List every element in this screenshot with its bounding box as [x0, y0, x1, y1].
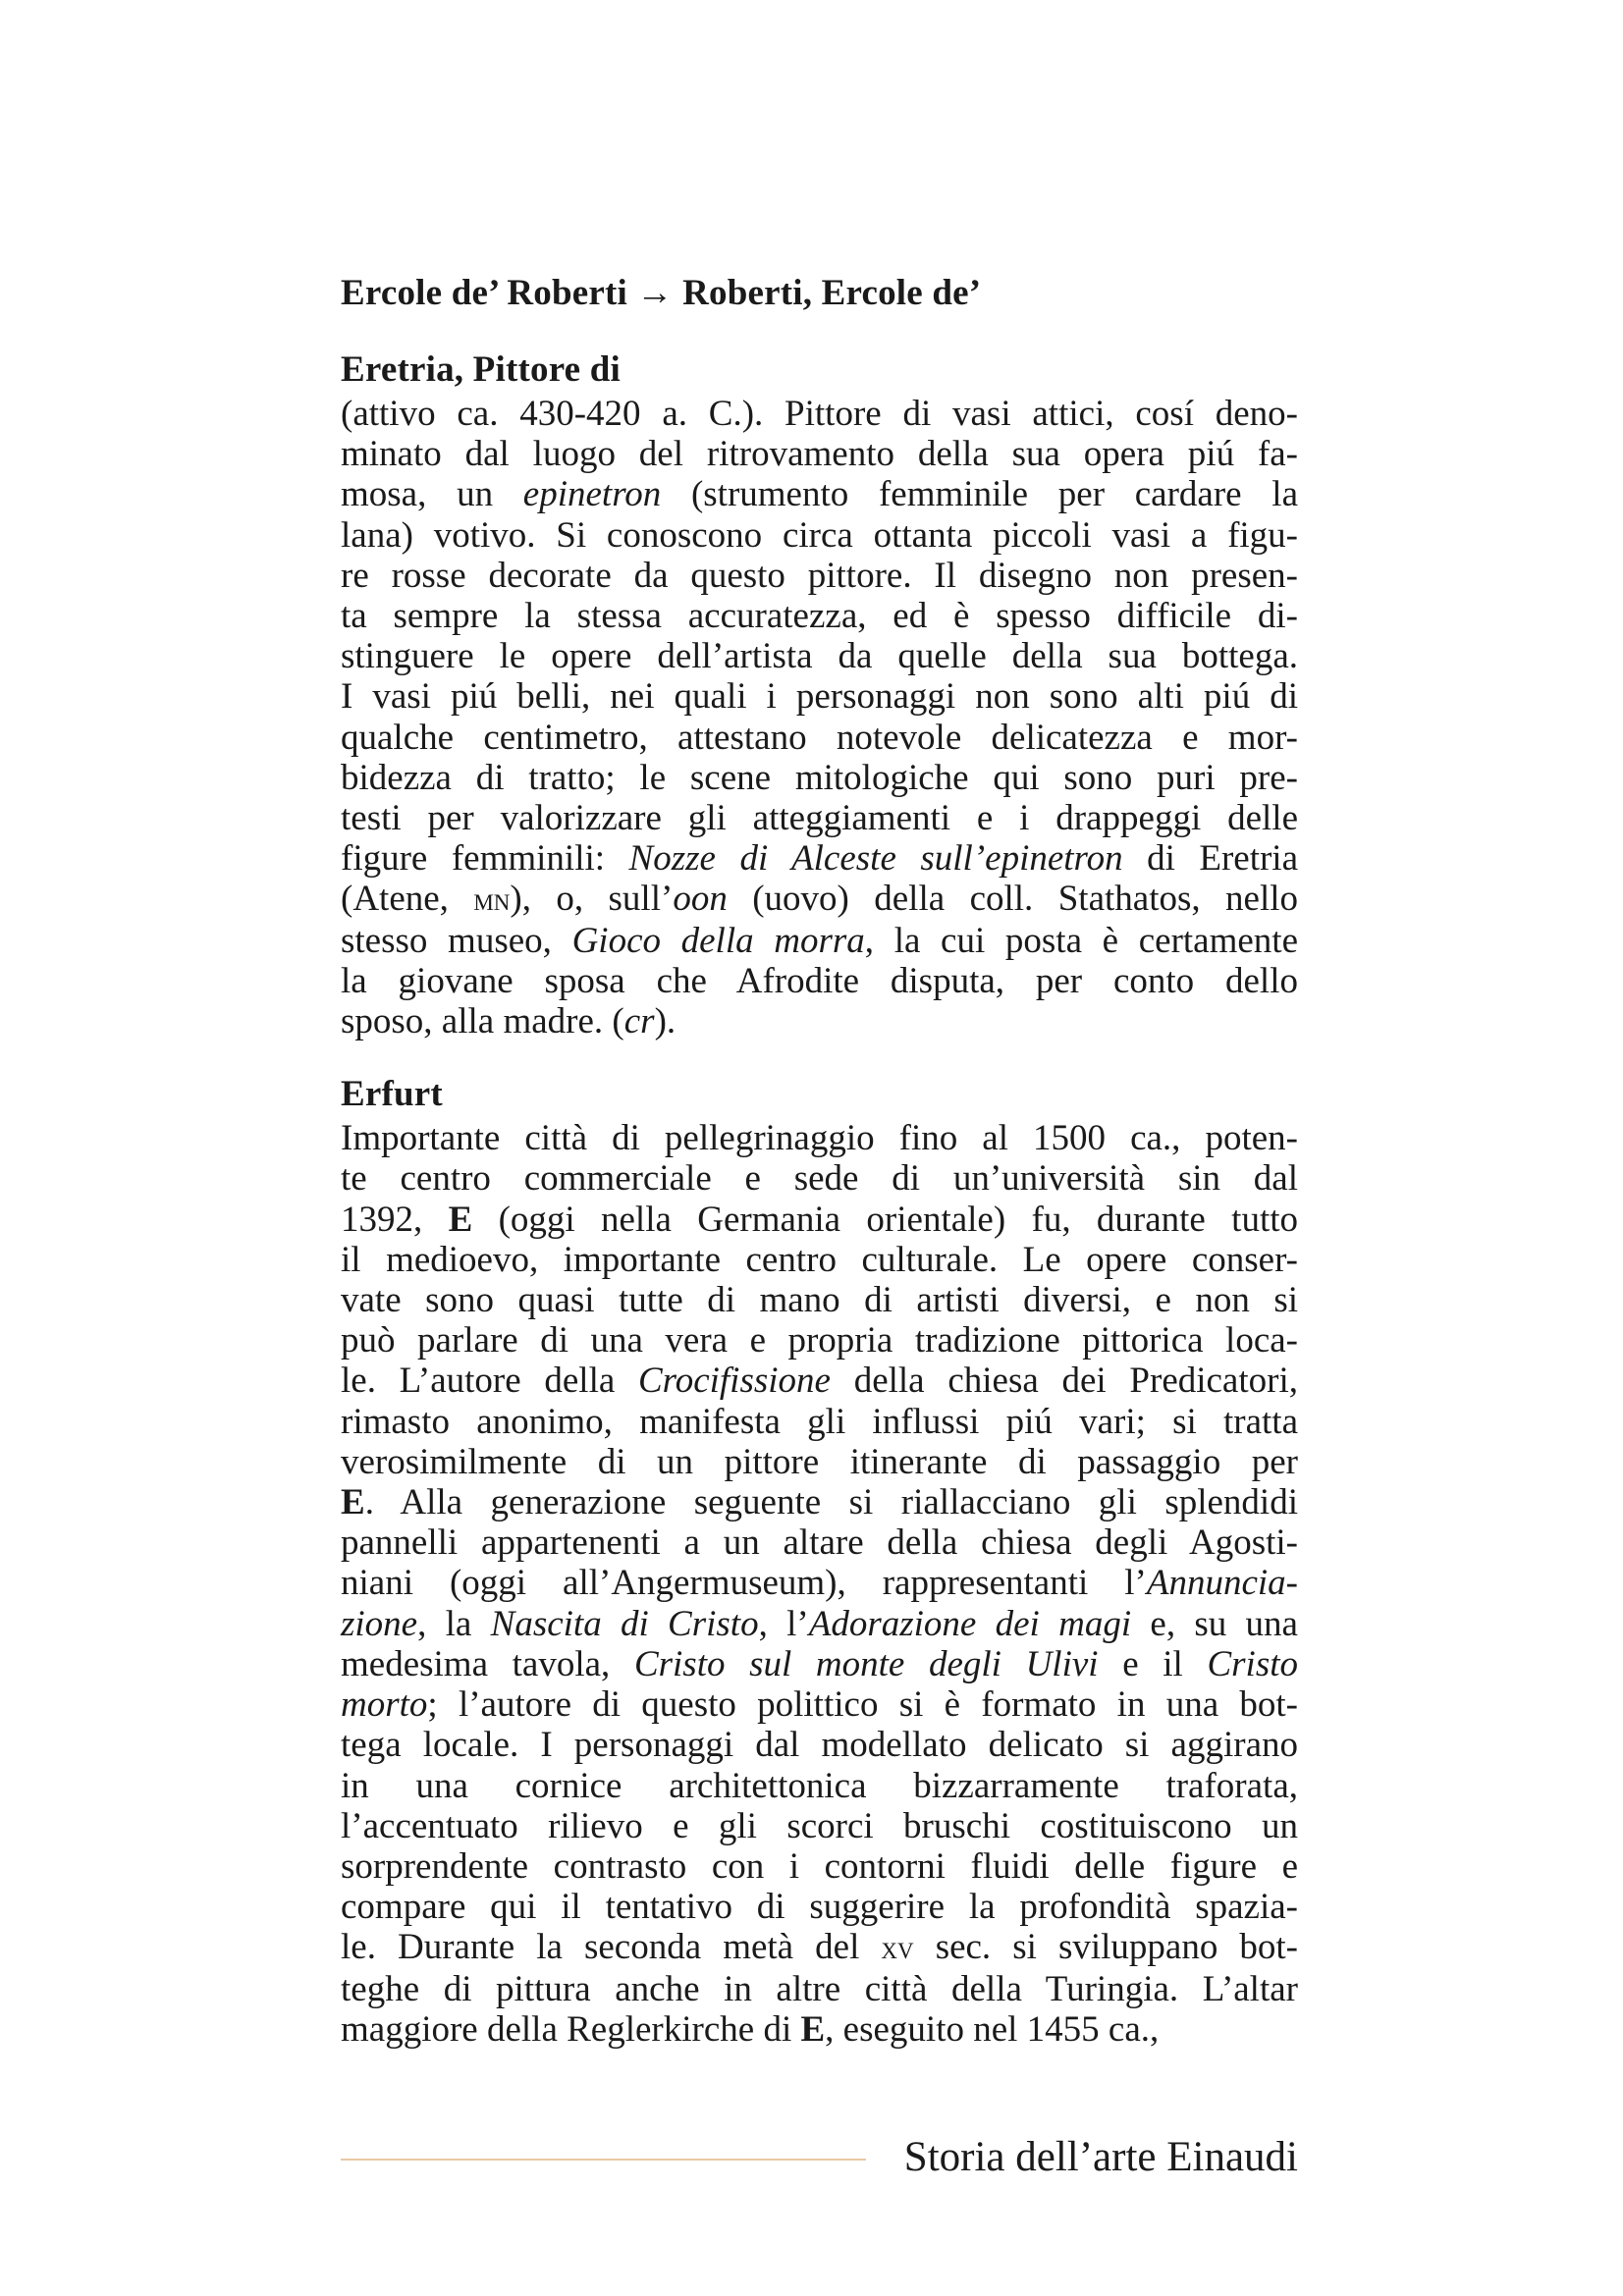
text-line: (attivo ca. 430-420 a. C.). Pittore di vasi attici, cosí deno-: [341, 394, 1298, 434]
text-line: minato dal luogo del ritrovamento della sua opera piú fa-: [341, 434, 1298, 475]
text-line: l’accentuato rilievo e gli scorci bruschi costituiscono un: [341, 1805, 1298, 1846]
text-line: zione, la Nascita di Cristo, l’Adorazione dei magi e, su una: [341, 1603, 1298, 1644]
text-line: in una cornice architettonica bizzarramente traforata,: [341, 1765, 1298, 1806]
text-line: vate sono quasi tutte di mano di artisti diversi, e non si: [341, 1280, 1298, 1321]
page-footer: [341, 2133, 1298, 2182]
text-line: può parlare di una vera e propria tradizione pittorica loca-: [341, 1320, 1298, 1362]
footer-title: Storia dell’arte Einaudi: [903, 2134, 1298, 2180]
text-line: qualche centimetro, attestano notevole delicatezza e mor-: [341, 717, 1298, 758]
text-line: tega locale. I personaggi dal modellato delicato si aggirano: [341, 1725, 1298, 1766]
text-line: niani (oggi all’Angermuseum), rappresentanti l’Annuncia-: [341, 1563, 1298, 1604]
entry-headword: Ercole de’ Roberti → Roberti, Ercole de’: [341, 273, 982, 313]
page-body: [341, 270, 1298, 2050]
text-line: (Atene, mn), o, sull’oon (uovo) della coll. Stathatos, nello: [341, 879, 1299, 920]
text-line: te centro commerciale e sede di un’università sin dal: [341, 1158, 1298, 1200]
text-line: sposo, alla madre. (cr).: [341, 1001, 676, 1042]
text-line: la giovane sposa che Afrodite disputa, per conto dello: [341, 960, 1298, 1001]
text-line: stinguere le opere dell’artista da quelle della sua bottega.: [341, 636, 1298, 677]
footer-rule: [341, 2159, 866, 2161]
text-line: verosimilmente di un pittore itinerante di passaggio per: [341, 1441, 1298, 1482]
entry-text: [341, 394, 1298, 1041]
text-line: maggiore della Reglerkirche di E, eseguito nel 1455 ca.,: [341, 2008, 1160, 2050]
text-line: teghe di pittura anche in altre città della Turingia. L’altar: [341, 1968, 1298, 2009]
text-line: le. L’autore della Crocifissione della chiesa dei Predicatori,: [341, 1361, 1298, 1402]
entry-text: [341, 1118, 1298, 2050]
text-line: bidezza di tratto; le scene mitologiche qui sono puri pre-: [341, 757, 1298, 798]
entry-headword: Eretria, Pittore di: [341, 349, 621, 390]
text-line: sorprendente contrasto con i contorni fluidi delle figure e: [341, 1845, 1298, 1887]
text-line: le. Durante la seconda metà del xv sec. si sviluppano bot-: [341, 1927, 1299, 1968]
text-line: medesima tavola, Cristo sul monte degli Ulivi e il Cristo: [341, 1643, 1299, 1684]
text-line: ta sempre la stessa accuratezza, ed è spesso difficile di-: [341, 596, 1298, 637]
entry-erfurt: [341, 1071, 1298, 2050]
text-line: lana) votivo. Si conoscono circa ottanta piccoli vasi a figu-: [341, 514, 1298, 556]
text-line: stesso museo, Gioco della morra, la cui posta è certamente: [341, 920, 1299, 961]
text-line: 1392, E (oggi nella Germania orientale) fu, durante tutto: [341, 1199, 1299, 1240]
text-line: E. Alla generazione seguente si riallacciano gli splendidi: [341, 1482, 1298, 1523]
text-line: il medioevo, importante centro culturale. Le opere conser-: [341, 1239, 1298, 1280]
text-line: testi per valorizzare gli atteggiamenti e i drappeggi delle: [341, 798, 1298, 839]
text-line: re rosse decorate da questo pittore. Il disegno non presen-: [341, 555, 1298, 596]
text-line: Importante città di pellegrinaggio fino al 1500 ca., poten-: [341, 1118, 1298, 1159]
text-line: morto; l’autore di questo polittico si è formato in una bot-: [341, 1684, 1298, 1726]
text-line: compare qui il tentativo di suggerire la profondità spazia-: [341, 1887, 1298, 1928]
text-line: I vasi piú belli, nei quali i personaggi non sono alti piú di: [341, 676, 1298, 718]
text-line: pannelli appartenenti a un altare della chiesa degli Agosti-: [341, 1522, 1298, 1564]
text-line: rimasto anonimo, manifesta gli influssi piú vari; si tratta: [341, 1401, 1298, 1442]
entry-headword: Erfurt: [341, 1074, 443, 1115]
text-line: mosa, un epinetron (strumento femminile per cardare la: [341, 474, 1298, 515]
entry-eretria: [341, 347, 1298, 1041]
text-line: figure femminili: Nozze di Alceste sull’epinetron di Eretria: [341, 838, 1299, 880]
entry-ercole: [341, 270, 1298, 317]
